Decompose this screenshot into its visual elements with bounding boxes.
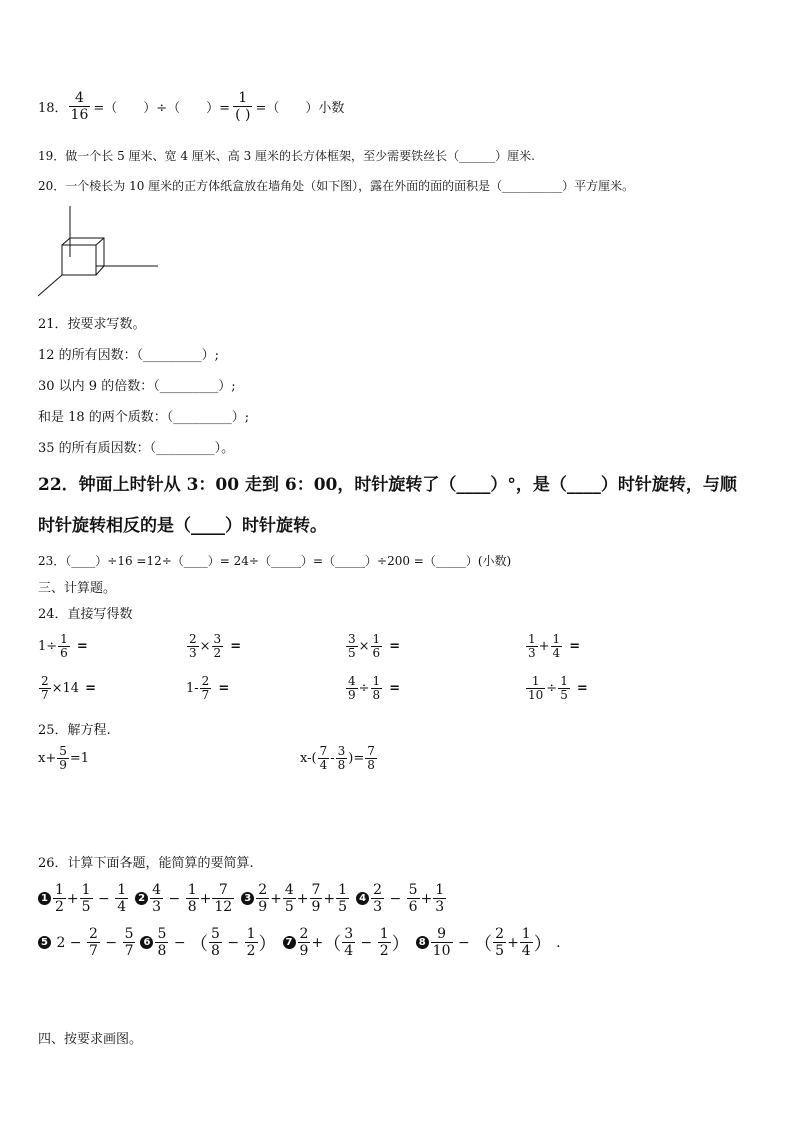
question-22-line-2: 时针旋转相反的是（____）时针旋转。 [38,516,327,536]
denominator: 4 [552,646,561,660]
denominator: 16 [70,107,89,123]
fraction: $\frac{4}{3}$ [152,882,162,915]
fraction: $\frac{1}{3}$ [435,882,445,915]
fraction [346,675,358,702]
q21-line-3: 和是 18 的两个质数：（_________）; [38,410,250,425]
denominator: ( ) [235,107,251,123]
question-20: 20．一个棱长为 10 厘米的正方体纸盒放在墙角处（如下图），露在外面的面的面积是（__________）平方厘米。 [38,179,635,193]
fraction: $\frac{2}{7}$ [89,926,98,959]
question-19: 19．做一个长 5 厘米、宽 4 厘米、高 3 厘米的长方体框架，至少需要铁丝长（______）厘米. [38,149,535,163]
question-22-line-1: 22．钟面上时针从 3：00 走到 6：00，时针旋转了（____）°，是（____）时针旋转，与顺 [38,475,737,495]
op-text: ×14 [51,681,80,696]
circled-number: 8 [416,936,429,949]
eq-text: =1 [69,751,90,766]
numerator: 1 [560,674,568,688]
q24-item [345,633,400,660]
circled-number: 7 [283,936,296,949]
denominator: 7 [41,688,49,702]
q18-equation: =（ ）÷（ ）= [93,101,231,116]
equals-sign: = [76,639,88,654]
eq-text: x-( [300,751,317,766]
fraction: $\frac{3}{4}$ [344,926,354,959]
numerator: 7 [367,744,375,758]
denominator: 7 [201,688,210,702]
numerator: 2 [201,674,210,688]
fraction [58,633,70,660]
cube-corner-figure [30,202,165,302]
circled-number: 1 [38,892,51,905]
fraction: $\frac{5}{6}$ [408,882,418,915]
denominator: 9 [59,758,67,772]
numerator: 1 [552,632,561,646]
denominator: 8 [372,688,381,702]
fraction: $\frac{4}{5}$ [284,882,294,915]
denominator: 6 [60,646,68,660]
fraction [346,633,358,660]
question-25-title: 25．解方程. [38,723,111,738]
fraction: $\frac{2}{9}$ [258,882,268,915]
fraction [371,633,383,660]
equals-sign: = [218,681,230,696]
fraction: $\frac{2}{9}$ [299,926,309,959]
fraction: $\frac{5}{7}$ [124,926,134,959]
fraction: $\frac{7}{9}$ [311,882,321,915]
fraction [526,633,538,660]
circled-number: 5 [38,936,51,949]
equals-sign: = [389,681,401,696]
fraction [57,745,69,772]
denominator: 5 [348,646,356,660]
numerator: 5 [59,744,67,758]
question-21-title: 21．按要求写数。 [38,317,146,332]
fraction [551,633,563,660]
question-26-title: 26．计算下面各题，能简算的要简算. [38,856,254,871]
q26-row-2: 5 2 − $\frac{2}{7}$ − $\frac{5}{7}$ 6 $\frac{5}{8}$ − （ $\frac{5}{8}$ − $\frac{1}{2}$ ） 7 $\frac{2}{9}$ + （ $\frac{3}{4}$ − $\frac{1}{2}$ ） 8 $\frac{9}{10}$ − （ $\frac{2}{5}$ + $\frac{1}{4}$ ） . [38,926,561,959]
wall-edge-diagonal [38,275,62,296]
numerator: 7 [319,744,328,758]
op-text: × [358,639,370,654]
fraction: $\frac{5}{8}$ [157,926,167,959]
q24-item [38,675,96,702]
q24-item [525,633,580,660]
equals-sign: = [230,639,242,654]
denominator: 5 [560,688,568,702]
eq-text: - [330,751,335,766]
eq-text: )= [348,751,365,766]
q26-row-1: 1 $\frac{1}{2}$ + $\frac{1}{5}$ − $\frac{1}{4}$ 2 $\frac{4}{3}$ − $\frac{1}{8}$ + $\frac{7}{12}$ 3 $\frac{2}{9}$ + $\frac{4}{5}$ + $\frac{7}{9}$ + $\frac{1}{5}$ 4 $\frac{2}{3}$ − $\frac{5}{6}$ + $\frac{1}{3}$ [38,882,447,915]
op-text: × [199,639,211,654]
fraction: $\frac{1}{2}$ [55,882,64,915]
denominator: 4 [319,758,328,772]
numerator: 4 [348,674,356,688]
equals-sign: = [576,681,588,696]
equals-sign: = [85,681,96,696]
q24-item [186,675,229,702]
fraction: $\frac{5}{8}$ [211,926,220,959]
numerator: 3 [213,632,222,646]
fraction: $\frac{1}{4}$ [117,882,127,915]
numerator: 2 [189,632,197,646]
cube-front-face [62,245,96,275]
fraction [187,633,199,660]
fraction [200,675,212,702]
eq-text: x+ [38,751,57,766]
numerator: 1 [238,90,248,106]
numerator: 1 [60,632,68,646]
equals-sign: = [569,639,581,654]
denominator: 3 [528,646,536,660]
fraction: $\frac{9}{10}$ [432,926,451,959]
fraction [39,675,51,702]
q18-tail: =（ ）小数 [255,101,345,116]
question-23: 23．（____）÷16 =12÷（____）= 24÷（_____）=（_____）÷200 =（_____）(小数) [38,554,512,568]
op-text: 1÷ [38,639,58,654]
q18-fraction-a [69,90,91,123]
q24-item [186,633,241,660]
numerator: 1 [528,632,536,646]
denominator: 8 [337,758,346,772]
denominator: 3 [189,646,197,660]
q21-line-1: 12 的所有因数：（_________）; [38,348,220,363]
fraction: $\frac{1}{8}$ [187,882,197,915]
fraction [318,745,330,772]
op-text: ÷ [358,681,370,696]
question-18 [38,90,344,123]
q18-number: 18． [38,101,68,116]
q18-fraction-b [233,90,252,123]
fraction [212,633,224,660]
numerator: 3 [348,632,356,646]
section-3-heading: 三、计算题。 [38,581,117,596]
fraction: $\frac{1}{5}$ [81,882,91,915]
numerator: 4 [75,90,84,106]
q21-line-2: 30 以内 9 的倍数：（_________）; [38,379,236,394]
fraction: $\frac{1}{2}$ [379,926,389,959]
q21-line-4: 35 的所有质因数：（_________）。 [38,441,235,456]
q25-equation-2 [300,745,378,772]
numerator: 2 [41,674,49,688]
denominator: 2 [213,646,222,660]
fraction [558,675,570,702]
op-text: ÷ [546,681,558,696]
question-24-title: 24．直接写得数 [38,607,133,622]
numerator: 1 [372,632,381,646]
q24-item [525,675,588,702]
circled-number: 6 [140,936,153,949]
circled-number: 4 [356,892,369,905]
numerator: 1 [531,674,540,688]
fraction: $\frac{2}{3}$ [373,882,382,915]
denominator: 8 [367,758,375,772]
equals-sign: = [389,639,401,654]
circled-number: 3 [241,892,254,905]
cube-edge [96,238,104,245]
op-text: 1- [186,681,199,696]
numerator: 1 [372,674,381,688]
numerator: 3 [337,744,346,758]
section-4-heading: 四、按要求画图。 [38,1032,143,1047]
fraction [365,745,377,772]
denominator: 9 [348,688,356,702]
fraction [336,745,348,772]
q25-equation-1 [38,745,89,772]
fraction: $\frac{1}{4}$ [521,926,531,959]
denominator: 10 [528,688,544,702]
fraction [371,675,383,702]
fraction: $\frac{1}{2}$ [246,926,256,959]
circled-number: 2 [135,892,148,905]
fraction [526,675,545,702]
q24-item [345,675,400,702]
denominator: 6 [372,646,381,660]
op-text: + [538,639,550,654]
fraction: $\frac{7}{12}$ [214,882,233,915]
fraction: $\frac{2}{5}$ [495,926,505,959]
q24-item [38,633,88,660]
fraction: $\frac{1}{5}$ [338,882,348,915]
